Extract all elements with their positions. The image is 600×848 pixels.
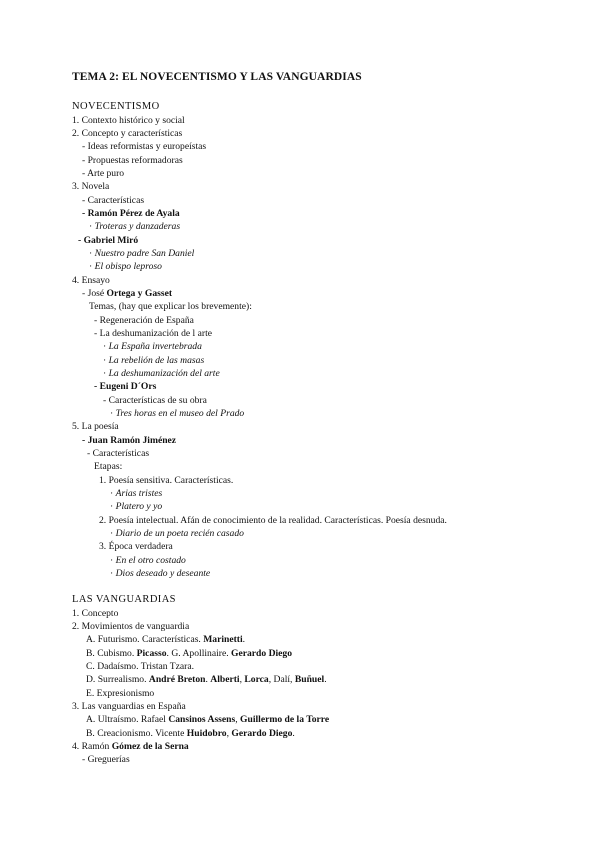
text: , (239, 674, 245, 685)
text: A. Ultraísmo. Rafael (86, 714, 169, 725)
outline-item-author (82, 288, 172, 300)
outline-item: 2. Concepto y características (72, 128, 183, 139)
outline-item-work (89, 248, 194, 260)
outline-item-work (110, 568, 210, 580)
outline-item-author (82, 435, 176, 447)
work-title: En el otro costado (115, 555, 186, 566)
work-title: Nuestro padre San Daniel (94, 248, 195, 259)
work-title: Arias tristes (115, 488, 163, 499)
bullet: · (89, 261, 95, 272)
text: . (324, 674, 327, 685)
outline-item: 3. Época verdadera (99, 541, 173, 552)
work-title: Troteras y danzaderas (94, 221, 181, 232)
work-title: Dios deseado y deseante (115, 568, 211, 579)
text: . (205, 674, 211, 685)
outline-item: 1. Contexto histórico y social (72, 115, 185, 126)
author-name: - Gabriel Miró (78, 235, 139, 246)
outline-item: 4. Ensayo (72, 275, 110, 286)
outline-item: - Regeneración de España (94, 315, 194, 326)
outline-item: 3. Las vanguardias en España (72, 701, 186, 712)
outline-item: 2. Movimientos de vanguardia (72, 621, 190, 632)
bullet: · (110, 555, 116, 566)
outline-item: C. Dadaísmo. Tristan Tzara. (86, 661, 195, 672)
work-title: Platero y yo (115, 501, 163, 512)
outline-item: - Ideas reformistas y europeístas (82, 141, 207, 152)
outline-item (86, 674, 327, 686)
author-name: Guillermo de la Torre (240, 714, 330, 725)
outline-item-work (89, 221, 180, 233)
work-title: Tres horas en el museo del Prado (115, 408, 245, 419)
bullet: · (110, 408, 116, 419)
outline-item-work (110, 501, 162, 513)
outline-item: Etapas: (94, 461, 123, 472)
outline-item: 3. Novela (72, 181, 110, 192)
text: , (235, 714, 241, 725)
outline-item: - Características de su obra (103, 395, 207, 406)
author-name: Lorca (244, 674, 269, 685)
author-name: Picasso (136, 648, 167, 659)
outline-item (86, 634, 245, 646)
work-title: La rebelión de las masas (108, 355, 205, 366)
text: B. Creacionismo. Vicente (86, 728, 187, 739)
text: 4. Ramón (72, 741, 112, 752)
outline-item-work (103, 368, 220, 380)
outline-item (86, 728, 295, 740)
text: , Dalí, (268, 674, 295, 685)
bullet: · (110, 501, 116, 512)
prefix: - José (82, 288, 107, 299)
outline-item: 5. La poesía (72, 421, 119, 432)
author-name: André Breton (148, 674, 206, 685)
text: , (226, 728, 232, 739)
bullet: · (89, 221, 95, 232)
author-name: Cansinos Assens (168, 714, 236, 725)
outline-item: Temas, (hay que explicar los brevemente): (89, 301, 252, 312)
author-name: Buñuel (294, 674, 325, 685)
author-name: Gómez de la Serna (111, 741, 189, 752)
outline-item: - Características (87, 448, 150, 459)
outline-item-work (103, 355, 204, 367)
outline-item-work (103, 341, 202, 353)
section-heading-novecentismo: NOVECENTISMO (72, 101, 160, 112)
outline-item (86, 648, 292, 660)
bullet: · (110, 528, 116, 539)
outline-item: E. Expresionismo (86, 688, 155, 699)
work-title: El obispo leproso (94, 261, 162, 272)
author-name: - Eugeni D´Ors (94, 381, 157, 392)
author-name: Gerardo Diego (231, 728, 293, 739)
bullet: · (103, 368, 109, 379)
author-name: - Juan Ramón Jiménez (82, 435, 177, 446)
work-title: La deshumanización del arte (108, 368, 220, 379)
work-title: La España invertebrada (108, 341, 202, 352)
author-name: Marinetti (203, 634, 243, 645)
author-name: - Ramón Pérez de Ayala (82, 208, 180, 219)
page-title: TEMA 2: EL NOVECENTISMO Y LAS VANGUARDIAS (72, 71, 362, 83)
outline-item: 2. Poesía intelectual. Afán de conocimiento de la realidad. Características. Poesía desnuda. (99, 515, 447, 526)
text: . G. Apollinaire. (166, 648, 231, 659)
outline-item-work (110, 408, 244, 420)
bullet: · (103, 355, 109, 366)
outline-item: - La deshumanización de l arte (94, 328, 213, 339)
bullet: · (89, 248, 95, 259)
bullet: · (110, 488, 116, 499)
author-name: Ortega y Gasset (106, 288, 173, 299)
outline-item: - Características (82, 195, 145, 206)
bullet: · (110, 568, 116, 579)
work-title: Diario de un poeta recién casado (115, 528, 244, 539)
outline-item-work (110, 488, 162, 500)
outline-item-work (89, 261, 162, 273)
text: . (292, 728, 295, 739)
outline-item: - Propuestas reformadoras (82, 155, 183, 166)
text: A. Futurismo. Características. (86, 634, 204, 645)
outline-item-author (82, 208, 180, 220)
author-name: Gerardo Diego (231, 648, 293, 659)
outline-item-author (78, 235, 138, 247)
outline-item: - Greguerías (82, 754, 130, 765)
outline-item: - Arte puro (82, 168, 125, 179)
outline-item: 1. Poesía sensitiva. Características. (99, 475, 234, 486)
outline-item (72, 741, 189, 753)
text: B. Cubismo. (86, 648, 137, 659)
text: . (242, 634, 246, 645)
section-heading-vanguardias: LAS VANGUARDIAS (72, 594, 176, 605)
outline-item: 1. Concepto (72, 608, 119, 619)
bullet: · (103, 341, 109, 352)
author-name: Huidobro (186, 728, 227, 739)
outline-item-work (110, 555, 186, 567)
outline-item-author (94, 381, 156, 393)
outline-item-work (110, 528, 244, 540)
outline-item (86, 714, 329, 726)
author-name: Alberti (210, 674, 240, 685)
text: D. Surrealismo. (86, 674, 149, 685)
